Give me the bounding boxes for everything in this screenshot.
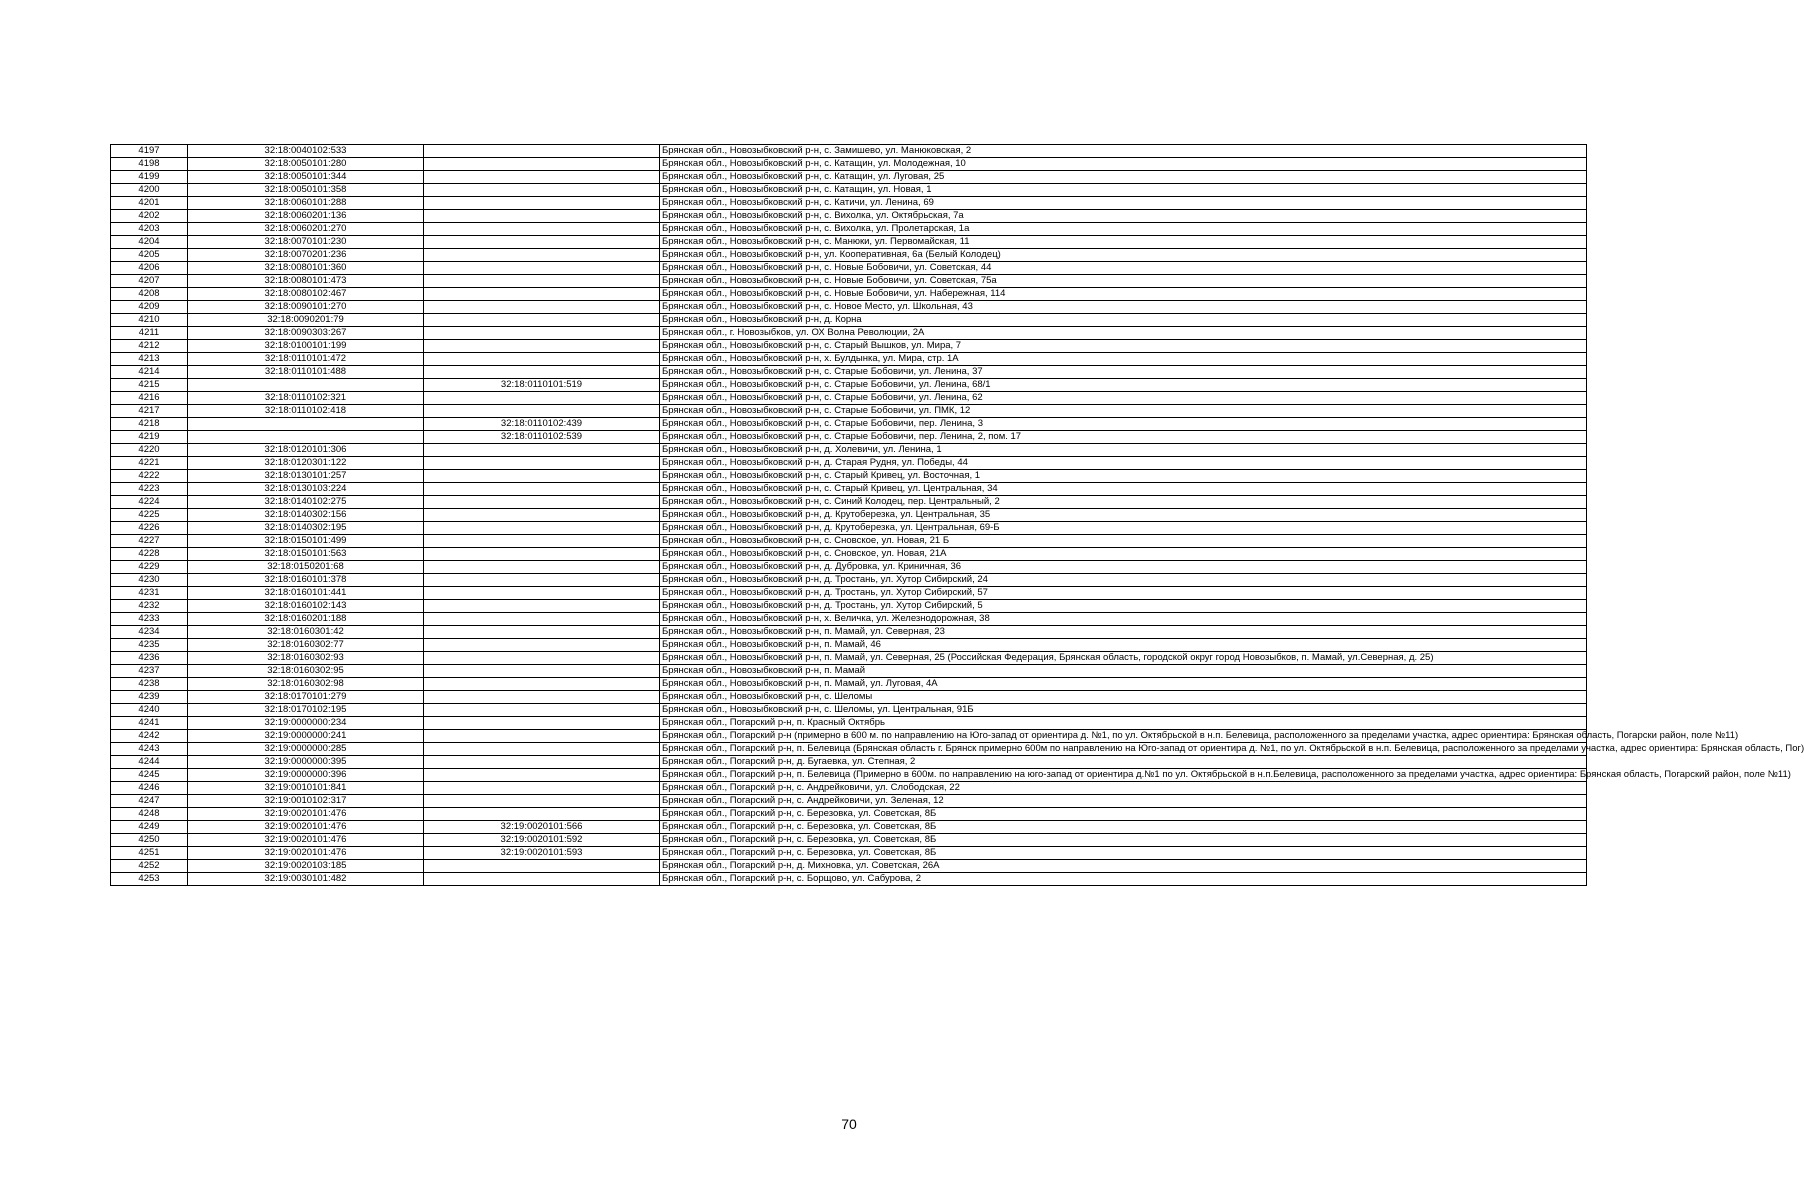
secondary-cadastral-number-cell [424, 249, 660, 262]
row-number-cell: 4218 [111, 418, 188, 431]
cadastral-number-cell: 32:18:0150101:563 [188, 548, 424, 561]
secondary-cadastral-number-cell [424, 366, 660, 379]
secondary-cadastral-number-cell [424, 626, 660, 639]
row-number-cell: 4202 [111, 210, 188, 223]
row-number-cell: 4208 [111, 288, 188, 301]
address-cell: Брянская обл., Новозыбковский р-н, с. Вихолка, ул. Пролетарская, 1а [660, 223, 1587, 236]
secondary-cadastral-number-cell [424, 613, 660, 626]
secondary-cadastral-number-cell [424, 730, 660, 743]
table-row [111, 366, 1587, 379]
secondary-cadastral-number-cell [424, 522, 660, 535]
cadastral-number-cell: 32:18:0060201:270 [188, 223, 424, 236]
registry-table-body [111, 145, 1804, 886]
cadastral-number-cell: 32:18:0160302:93 [188, 652, 424, 665]
row-number-cell: 4215 [111, 379, 188, 392]
row-number-cell: 4228 [111, 548, 188, 561]
secondary-cadastral-number-cell [424, 223, 660, 236]
table-row [111, 418, 1587, 431]
secondary-cadastral-number-cell [424, 509, 660, 522]
table-row [111, 626, 1587, 639]
table-row [111, 353, 1587, 366]
cadastral-number-cell: 32:18:0160201:188 [188, 613, 424, 626]
row-number-cell: 4229 [111, 561, 188, 574]
address-cell: Брянская обл., Новозыбковский р-н, с. Катащин, ул. Луговая, 25 [660, 171, 1587, 184]
row-number-cell: 4199 [111, 171, 188, 184]
table-row [111, 639, 1587, 652]
table-row [111, 405, 1587, 418]
row-number-cell: 4245 [111, 769, 188, 782]
secondary-cadastral-number-cell [424, 392, 660, 405]
row-number-cell: 4222 [111, 470, 188, 483]
row-number-cell: 4249 [111, 821, 188, 834]
secondary-cadastral-number-cell [424, 496, 660, 509]
cadastral-number-cell: 32:18:0130101:257 [188, 470, 424, 483]
table-row [111, 158, 1587, 171]
row-number-cell: 4239 [111, 691, 188, 704]
address-cell: Брянская обл., Погарский р-н, с. Андрейковичи, ул. Слободская, 22 [660, 782, 1587, 795]
secondary-cadastral-number-cell [424, 262, 660, 275]
row-number-cell: 4251 [111, 847, 188, 860]
address-cell: Брянская обл., Погарский р-н, п. Белевица (Брянская область г. Брянск примерно 600м по направлению на Юго-запад от ориентира д. №1, по ул. Октябрьской в н.п. Белевица, расположенного за пределами участка, адрес ориентира: Брянская область, Пог) [660, 743, 1587, 756]
secondary-cadastral-number-cell [424, 691, 660, 704]
table-row [111, 249, 1587, 262]
address-cell: Брянская обл., Новозыбковский р-н, п. Мамай [660, 665, 1587, 678]
secondary-cadastral-number-cell [424, 184, 660, 197]
row-number-cell: 4203 [111, 223, 188, 236]
table-row [111, 548, 1587, 561]
address-cell: Брянская обл., Погарский р-н, с. Березовка, ул. Советская, 8Б [660, 808, 1587, 821]
address-cell: Брянская обл., Новозыбковский р-н, д. Старая Рудня, ул. Победы, 44 [660, 457, 1587, 470]
secondary-cadastral-number-cell [424, 782, 660, 795]
address-cell: Брянская обл., Погарский р-н, д. Михновка, ул. Советская, 26А [660, 860, 1587, 873]
secondary-cadastral-number-cell [424, 574, 660, 587]
row-number-cell: 4244 [111, 756, 188, 769]
row-number-cell: 4201 [111, 197, 188, 210]
table-row [111, 470, 1587, 483]
row-number-cell: 4217 [111, 405, 188, 418]
row-number-cell: 4204 [111, 236, 188, 249]
cadastral-number-cell: 32:18:0080101:473 [188, 275, 424, 288]
secondary-cadastral-number-cell [424, 548, 660, 561]
secondary-cadastral-number-cell [424, 353, 660, 366]
row-number-cell: 4243 [111, 743, 188, 756]
cadastral-number-cell: 32:18:0170101:279 [188, 691, 424, 704]
table-row [111, 444, 1587, 457]
address-cell: Брянская обл., Новозыбковский р-н, ул. Кооперативная, 6а (Белый Колодец) [660, 249, 1587, 262]
secondary-cadastral-number-cell: 32:19:0020101:592 [424, 834, 660, 847]
table-row [111, 704, 1587, 717]
cadastral-number-cell: 32:18:0070101:230 [188, 236, 424, 249]
address-cell: Брянская обл., Новозыбковский р-н, с. Старый Вышков, ул. Мира, 7 [660, 340, 1587, 353]
cadastral-number-cell: 32:18:0110101:472 [188, 353, 424, 366]
cadastral-number-cell: 32:18:0160301:42 [188, 626, 424, 639]
cadastral-number-cell: 32:18:0060201:136 [188, 210, 424, 223]
address-cell: Брянская обл., Погарский р-н (примерно в 600 м. по направлению на Юго-запад от ориентира д. №1, по ул. Октябрьской в н.п. Белевица, расположенного за пределами участка, адрес ориентира: Брянская область, Погарски район, поле №11) [660, 730, 1587, 743]
secondary-cadastral-number-cell: 32:18:0110102:539 [424, 431, 660, 444]
table-row [111, 847, 1587, 860]
row-number-cell: 4237 [111, 665, 188, 678]
secondary-cadastral-number-cell [424, 652, 660, 665]
cadastral-number-cell: 32:19:0000000:395 [188, 756, 424, 769]
address-cell: Брянская обл., Новозыбковский р-н, п. Мамай, ул. Северная, 25 (Российская Федерация, Брянская область, городской округ город Новозыбков, п. Мамай, ул.Северная, д. 25) [660, 652, 1587, 665]
table-row [111, 678, 1587, 691]
address-cell: Брянская обл., г. Новозыбков, ул. ОХ Волна Революции, 2А [660, 327, 1587, 340]
table-row [111, 145, 1587, 158]
cadastral-number-cell: 32:19:0020101:476 [188, 808, 424, 821]
secondary-cadastral-number-cell [424, 158, 660, 171]
address-cell: Брянская обл., Новозыбковский р-н, с. Старый Кривец, ул. Восточная, 1 [660, 470, 1587, 483]
row-number-cell: 4241 [111, 717, 188, 730]
table-row [111, 743, 1587, 756]
cadastral-number-cell: 32:18:0160102:143 [188, 600, 424, 613]
cadastral-number-cell: 32:19:0020103:185 [188, 860, 424, 873]
row-number-cell: 4248 [111, 808, 188, 821]
row-number-cell: 4234 [111, 626, 188, 639]
secondary-cadastral-number-cell [424, 340, 660, 353]
row-number-cell: 4252 [111, 860, 188, 873]
address-cell: Брянская обл., Новозыбковский р-н, с. Новое Место, ул. Школьная, 43 [660, 301, 1587, 314]
address-cell: Брянская обл., Новозыбковский р-н, с. Старый Кривец, ул. Центральная, 34 [660, 483, 1587, 496]
secondary-cadastral-number-cell [424, 587, 660, 600]
table-row [111, 873, 1587, 886]
secondary-cadastral-number-cell [424, 639, 660, 652]
address-cell: Брянская обл., Новозыбковский р-н, с. Старые Бобовичи, пер. Ленина, 3 [660, 418, 1587, 431]
secondary-cadastral-number-cell [424, 665, 660, 678]
table-row [111, 834, 1587, 847]
cadastral-number-cell: 32:19:0000000:234 [188, 717, 424, 730]
address-cell: Брянская обл., Новозыбковский р-н, с. Старые Бобовичи, ул. Ленина, 62 [660, 392, 1587, 405]
row-number-cell: 4233 [111, 613, 188, 626]
address-cell: Брянская обл., Новозыбковский р-н, п. Мамай, 46 [660, 639, 1587, 652]
secondary-cadastral-number-cell [424, 236, 660, 249]
address-cell: Брянская обл., Новозыбковский р-н, с. Катащин, ул. Новая, 1 [660, 184, 1587, 197]
row-number-cell: 4200 [111, 184, 188, 197]
table-row [111, 587, 1587, 600]
cadastral-number-cell: 32:18:0120301:122 [188, 457, 424, 470]
address-cell: Брянская обл., Новозыбковский р-н, д. Крутоберезка, ул. Центральная, 69-Б [660, 522, 1587, 535]
secondary-cadastral-number-cell [424, 756, 660, 769]
cadastral-number-cell: 32:19:0010102:317 [188, 795, 424, 808]
cadastral-number-cell: 32:18:0090201:79 [188, 314, 424, 327]
cadastral-number-cell: 32:18:0150101:499 [188, 535, 424, 548]
address-cell: Брянская обл., Новозыбковский р-н, с. Старые Бобовичи, ул. ПМК, 12 [660, 405, 1587, 418]
table-row [111, 535, 1587, 548]
table-row [111, 730, 1587, 743]
table-row [111, 782, 1587, 795]
cadastral-number-cell: 32:19:0020101:476 [188, 834, 424, 847]
address-cell: Брянская обл., Новозыбковский р-н, д. Тростань, ул. Хутор Сибирский, 57 [660, 587, 1587, 600]
secondary-cadastral-number-cell [424, 210, 660, 223]
table-row [111, 795, 1587, 808]
cadastral-number-cell: 32:18:0140102:275 [188, 496, 424, 509]
row-number-cell: 4219 [111, 431, 188, 444]
cadastral-number-cell: 32:18:0100101:199 [188, 340, 424, 353]
cadastral-number-cell: 32:18:0130103:224 [188, 483, 424, 496]
table-row [111, 652, 1587, 665]
row-number-cell: 4212 [111, 340, 188, 353]
cadastral-number-cell: 32:18:0110102:321 [188, 392, 424, 405]
cadastral-number-cell: 32:18:0140302:156 [188, 509, 424, 522]
cadastral-number-cell: 32:19:0020101:476 [188, 847, 424, 860]
table-row [111, 314, 1587, 327]
row-number-cell: 4223 [111, 483, 188, 496]
row-number-cell: 4221 [111, 457, 188, 470]
address-cell: Брянская обл., Новозыбковский р-н, х. Величка, ул. Железнодорожная, 38 [660, 613, 1587, 626]
table-row [111, 769, 1587, 782]
cadastral-number-cell: 32:18:0160101:378 [188, 574, 424, 587]
row-number-cell: 4213 [111, 353, 188, 366]
address-cell: Брянская обл., Новозыбковский р-н, д. Тростань, ул. Хутор Сибирский, 24 [660, 574, 1587, 587]
cadastral-number-cell: 32:19:0000000:285 [188, 743, 424, 756]
cadastral-number-cell: 32:18:0090303:267 [188, 327, 424, 340]
cadastral-number-cell: 32:18:0050101:344 [188, 171, 424, 184]
address-cell: Брянская обл., Новозыбковский р-н, с. Старые Бобовичи, ул. Ленина, 68/1 [660, 379, 1587, 392]
secondary-cadastral-number-cell: 32:19:0020101:593 [424, 847, 660, 860]
address-cell: Брянская обл., Новозыбковский р-н, с. Сновское, ул. Новая, 21А [660, 548, 1587, 561]
secondary-cadastral-number-cell [424, 860, 660, 873]
secondary-cadastral-number-cell [424, 145, 660, 158]
cadastral-number-cell: 32:18:0140302:195 [188, 522, 424, 535]
address-cell: Брянская обл., Новозыбковский р-н, с. Замишево, ул. Манюковская, 2 [660, 145, 1587, 158]
address-cell: Брянская обл., Новозыбковский р-н, с. Манюки, ул. Первомайская, 11 [660, 236, 1587, 249]
secondary-cadastral-number-cell [424, 314, 660, 327]
row-number-cell: 4231 [111, 587, 188, 600]
address-cell: Брянская обл., Погарский р-н, с. Березовка, ул. Советская, 8Б [660, 834, 1587, 847]
secondary-cadastral-number-cell [424, 717, 660, 730]
row-number-cell: 4240 [111, 704, 188, 717]
table-row [111, 691, 1587, 704]
row-number-cell: 4198 [111, 158, 188, 171]
secondary-cadastral-number-cell [424, 197, 660, 210]
secondary-cadastral-number-cell [424, 275, 660, 288]
address-cell: Брянская обл., Погарский р-н, д. Бугаевка, ул. Степная, 2 [660, 756, 1587, 769]
address-cell: Брянская обл., Новозыбковский р-н, д. Тростань, ул. Хутор Сибирский, 5 [660, 600, 1587, 613]
cadastral-number-cell [188, 418, 424, 431]
row-number-cell: 4253 [111, 873, 188, 886]
table-row [111, 457, 1587, 470]
row-number-cell: 4197 [111, 145, 188, 158]
address-cell: Брянская обл., Новозыбковский р-н, с. Шеломы, ул. Центральная, 91Б [660, 704, 1587, 717]
table-row [111, 600, 1587, 613]
cadastral-number-cell: 32:18:0080101:360 [188, 262, 424, 275]
cadastral-number-cell: 32:18:0090101:270 [188, 301, 424, 314]
secondary-cadastral-number-cell [424, 743, 660, 756]
table-row [111, 340, 1587, 353]
row-number-cell: 4230 [111, 574, 188, 587]
cadastral-number-cell: 32:18:0160302:98 [188, 678, 424, 691]
address-cell: Брянская обл., Погарский р-н, с. Борщово, ул. Сабурова, 2 [660, 873, 1587, 886]
secondary-cadastral-number-cell [424, 301, 660, 314]
secondary-cadastral-number-cell [424, 288, 660, 301]
address-cell: Брянская обл., Погарский р-н, с. Андрейковичи, ул. Зеленая, 12 [660, 795, 1587, 808]
row-number-cell: 4236 [111, 652, 188, 665]
row-number-cell: 4247 [111, 795, 188, 808]
secondary-cadastral-number-cell [424, 535, 660, 548]
row-number-cell: 4232 [111, 600, 188, 613]
cadastral-number-cell: 32:18:0160302:77 [188, 639, 424, 652]
table-row [111, 379, 1587, 392]
address-cell: Брянская обл., Новозыбковский р-н, с. Новые Бобовичи, ул. Набережная, 114 [660, 288, 1587, 301]
cadastral-number-cell: 32:18:0120101:306 [188, 444, 424, 457]
secondary-cadastral-number-cell: 32:18:0110102:439 [424, 418, 660, 431]
address-cell: Брянская обл., Новозыбковский р-н, д. Холевичи, ул. Ленина, 1 [660, 444, 1587, 457]
table-row [111, 613, 1587, 626]
row-number-cell: 4250 [111, 834, 188, 847]
address-cell: Брянская обл., Новозыбковский р-н, д. Дубровка, ул. Криничная, 36 [660, 561, 1587, 574]
table-row [111, 184, 1587, 197]
cadastral-number-cell: 32:18:0040102:533 [188, 145, 424, 158]
row-number-cell: 4227 [111, 535, 188, 548]
row-number-cell: 4210 [111, 314, 188, 327]
table-row [111, 808, 1587, 821]
cadastral-number-cell: 32:18:0050101:280 [188, 158, 424, 171]
table-row [111, 756, 1587, 769]
address-cell: Брянская обл., Погарский р-н, п. Белевица (Примерно в 600м. по направлению на юго-запад от ориентира д.№1 по ул. Октябрьской в н.п.Белевица, расположенного за пределами участка, адрес ориентира: Брянская область, Погарский район, поле №11) [660, 769, 1587, 782]
row-number-cell: 4226 [111, 522, 188, 535]
table-row [111, 288, 1587, 301]
secondary-cadastral-number-cell [424, 457, 660, 470]
row-number-cell: 4246 [111, 782, 188, 795]
address-cell: Брянская обл., Новозыбковский р-н, с. Сновское, ул. Новая, 21 Б [660, 535, 1587, 548]
table-row [111, 171, 1587, 184]
secondary-cadastral-number-cell [424, 405, 660, 418]
table-row [111, 509, 1587, 522]
cadastral-number-cell: 32:18:0160101:441 [188, 587, 424, 600]
secondary-cadastral-number-cell [424, 795, 660, 808]
secondary-cadastral-number-cell [424, 873, 660, 886]
row-number-cell: 4235 [111, 639, 188, 652]
address-cell: Брянская обл., Новозыбковский р-н, с. Новые Бобовичи, ул. Советская, 75а [660, 275, 1587, 288]
row-number-cell: 4238 [111, 678, 188, 691]
table-row [111, 392, 1587, 405]
secondary-cadastral-number-cell [424, 483, 660, 496]
table-row [111, 665, 1587, 678]
secondary-cadastral-number-cell: 32:18:0110101:519 [424, 379, 660, 392]
address-cell: Брянская обл., Погарский р-н, п. Красный Октябрь [660, 717, 1587, 730]
secondary-cadastral-number-cell: 32:19:0020101:566 [424, 821, 660, 834]
table-row [111, 262, 1587, 275]
cadastral-number-cell: 32:18:0110102:418 [188, 405, 424, 418]
address-cell: Брянская обл., Новозыбковский р-н, с. Катащин, ул. Молодежная, 10 [660, 158, 1587, 171]
address-cell: Брянская обл., Новозыбковский р-н, д. Крутоберезка, ул. Центральная, 35 [660, 509, 1587, 522]
row-number-cell: 4209 [111, 301, 188, 314]
table-row [111, 717, 1587, 730]
table-row [111, 431, 1587, 444]
cadastral-number-cell [188, 431, 424, 444]
address-cell: Брянская обл., Новозыбковский р-н, с. Катичи, ул. Ленина, 69 [660, 197, 1587, 210]
secondary-cadastral-number-cell [424, 704, 660, 717]
secondary-cadastral-number-cell [424, 769, 660, 782]
table-row [111, 574, 1587, 587]
table-row [111, 860, 1587, 873]
cadastral-number-cell [188, 379, 424, 392]
table-row [111, 236, 1587, 249]
secondary-cadastral-number-cell [424, 561, 660, 574]
row-number-cell: 4224 [111, 496, 188, 509]
table-row [111, 561, 1587, 574]
row-number-cell: 4211 [111, 327, 188, 340]
table-row [111, 210, 1587, 223]
cadastral-number-cell: 32:19:0030101:482 [188, 873, 424, 886]
address-cell: Брянская обл., Новозыбковский р-н, с. Шеломы [660, 691, 1587, 704]
row-number-cell: 4216 [111, 392, 188, 405]
row-number-cell: 4242 [111, 730, 188, 743]
cadastral-number-cell: 32:18:0070201:236 [188, 249, 424, 262]
address-cell: Брянская обл., Новозыбковский р-н, с. Вихолка, ул. Октябрьская, 7а [660, 210, 1587, 223]
row-number-cell: 4225 [111, 509, 188, 522]
registry-table [110, 144, 1804, 886]
cadastral-number-cell: 32:19:0000000:396 [188, 769, 424, 782]
row-number-cell: 4220 [111, 444, 188, 457]
row-number-cell: 4205 [111, 249, 188, 262]
address-cell: Брянская обл., Новозыбковский р-н, п. Мамай, ул. Северная, 23 [660, 626, 1587, 639]
table-row [111, 223, 1587, 236]
address-cell: Брянская обл., Новозыбковский р-н, х. Булдынка, ул. Мира, стр. 1А [660, 353, 1587, 366]
cadastral-number-cell: 32:18:0060101:288 [188, 197, 424, 210]
row-number-cell: 4207 [111, 275, 188, 288]
table-row [111, 496, 1587, 509]
cadastral-number-cell: 32:18:0050101:358 [188, 184, 424, 197]
table-row [111, 197, 1587, 210]
secondary-cadastral-number-cell [424, 171, 660, 184]
secondary-cadastral-number-cell [424, 444, 660, 457]
row-number-cell: 4206 [111, 262, 188, 275]
row-number-cell: 4214 [111, 366, 188, 379]
address-cell: Брянская обл., Погарский р-н, с. Березовка, ул. Советская, 8Б [660, 847, 1587, 860]
secondary-cadastral-number-cell [424, 600, 660, 613]
cadastral-number-cell: 32:19:0000000:241 [188, 730, 424, 743]
secondary-cadastral-number-cell [424, 808, 660, 821]
cadastral-number-cell: 32:19:0010101:841 [188, 782, 424, 795]
address-cell: Брянская обл., Новозыбковский р-н, п. Мамай, ул. Луговая, 4А [660, 678, 1587, 691]
table-row [111, 483, 1587, 496]
secondary-cadastral-number-cell [424, 327, 660, 340]
cadastral-number-cell: 32:18:0110101:488 [188, 366, 424, 379]
table-row [111, 275, 1587, 288]
page-number: 70 [841, 1116, 857, 1132]
cadastral-number-cell: 32:18:0170102:195 [188, 704, 424, 717]
cadastral-number-cell: 32:18:0080102:467 [188, 288, 424, 301]
cadastral-number-cell: 32:18:0160302:95 [188, 665, 424, 678]
address-cell: Брянская обл., Новозыбковский р-н, с. Синий Колодец, пер. Центральный, 2 [660, 496, 1587, 509]
cadastral-number-cell: 32:19:0020101:476 [188, 821, 424, 834]
table-row [111, 301, 1587, 314]
address-cell: Брянская обл., Новозыбковский р-н, с. Старые Бобовичи, пер. Ленина, 2, пом. 17 [660, 431, 1587, 444]
secondary-cadastral-number-cell [424, 678, 660, 691]
address-cell: Брянская обл., Погарский р-н, с. Березовка, ул. Советская, 8Б [660, 821, 1587, 834]
address-cell: Брянская обл., Новозыбковский р-н, с. Новые Бобовичи, ул. Советская, 44 [660, 262, 1587, 275]
table-row [111, 522, 1587, 535]
table-row [111, 327, 1587, 340]
cadastral-number-cell: 32:18:0150201:68 [188, 561, 424, 574]
address-cell: Брянская обл., Новозыбковский р-н, с. Старые Бобовичи, ул. Ленина, 37 [660, 366, 1587, 379]
secondary-cadastral-number-cell [424, 470, 660, 483]
table-row [111, 821, 1587, 834]
address-cell: Брянская обл., Новозыбковский р-н, д. Корна [660, 314, 1587, 327]
